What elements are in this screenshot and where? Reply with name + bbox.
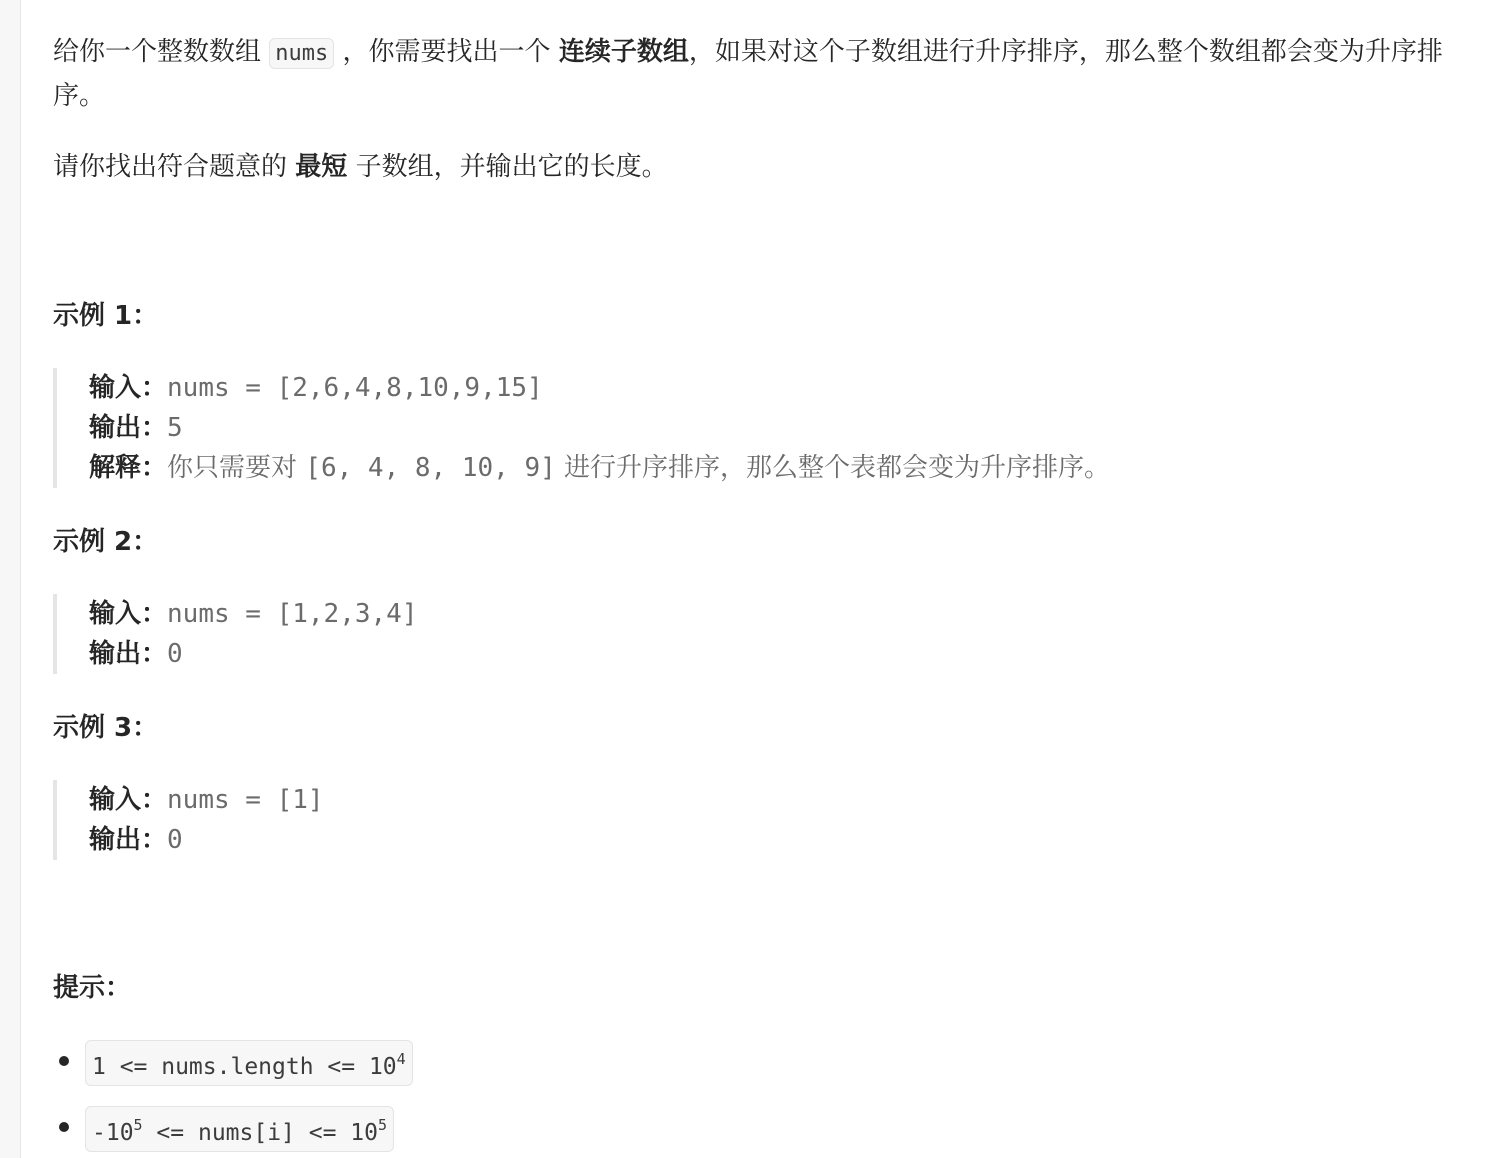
bullet-icon [59, 1056, 69, 1066]
bullet-icon [59, 1122, 69, 1132]
explain-label: 解释： [89, 453, 168, 483]
bold-term-contiguous-subarray: 连续子数组 [558, 37, 689, 67]
explain-text: 进行升序排序，那么整个表都会变为升序排序。 [564, 453, 1111, 483]
hint-exponent: 4 [396, 1050, 406, 1068]
example-1-title: 示例 1： [53, 301, 159, 331]
example-2-block [53, 594, 417, 674]
input-label: 输入： [89, 785, 168, 815]
explain-text: 你只需要对 [167, 453, 298, 483]
description-text: ，你需要找出一个 [342, 37, 551, 67]
example-2-output-line [89, 634, 417, 674]
hint-text: 1 <= nums.length <= 10 [92, 1054, 397, 1080]
input-label: 输入： [89, 373, 168, 403]
example-2-title: 示例 2： [53, 527, 159, 557]
output-value: 0 [167, 639, 183, 669]
description-paragraph-1 [53, 31, 1473, 117]
hints-title: 提示： [53, 973, 132, 1003]
hint-code [85, 1040, 413, 1086]
input-value: nums = [1] [167, 785, 324, 815]
hint-exponent: 5 [377, 1116, 388, 1134]
hint-exponent: 5 [133, 1116, 143, 1134]
example-3-title: 示例 3： [53, 713, 159, 743]
example-1-output-line [89, 408, 1110, 448]
description-paragraph-2 [53, 146, 668, 188]
description-text: ，如果对这个子数组进行升序排序，那么整个数组都会变为升序排序。 [53, 37, 1443, 111]
input-value: nums = [1,2,3,4] [167, 599, 418, 629]
example-1-block [53, 368, 1110, 488]
description-text: 给你一个整数数组 [53, 37, 262, 67]
example-3-output-line [89, 820, 324, 860]
output-label: 输出： [89, 639, 168, 669]
output-value: 0 [167, 825, 183, 855]
input-label: 输入： [89, 599, 168, 629]
output-label: 输出： [89, 825, 168, 855]
example-3-block [53, 780, 324, 860]
output-value: 5 [167, 413, 183, 443]
description-text: 请你找出符合题意的 [53, 152, 288, 182]
hints-list [53, 1040, 413, 1158]
input-value: nums = [2,6,4,8,10,9,15] [167, 373, 543, 403]
inline-code-nums: nums [269, 38, 334, 69]
example-2-input-line [89, 594, 417, 634]
description-text: 子数组，并输出它的长度。 [355, 152, 668, 182]
example-1-input-line [89, 368, 1110, 408]
example-3-input-line [89, 780, 324, 820]
left-panel-divider [0, 0, 21, 1158]
hint-text: -10 [92, 1120, 134, 1146]
hint-item [53, 1106, 413, 1158]
explain-code: [6, 4, 8, 10, 9] [305, 453, 556, 483]
bold-term-shortest: 最短 [295, 152, 348, 182]
hint-item [53, 1040, 413, 1106]
example-1-explain-line [89, 448, 1110, 488]
hint-text: <= nums[i] <= 10 [142, 1120, 378, 1146]
hint-code [85, 1106, 394, 1152]
output-label: 输出： [89, 413, 168, 443]
